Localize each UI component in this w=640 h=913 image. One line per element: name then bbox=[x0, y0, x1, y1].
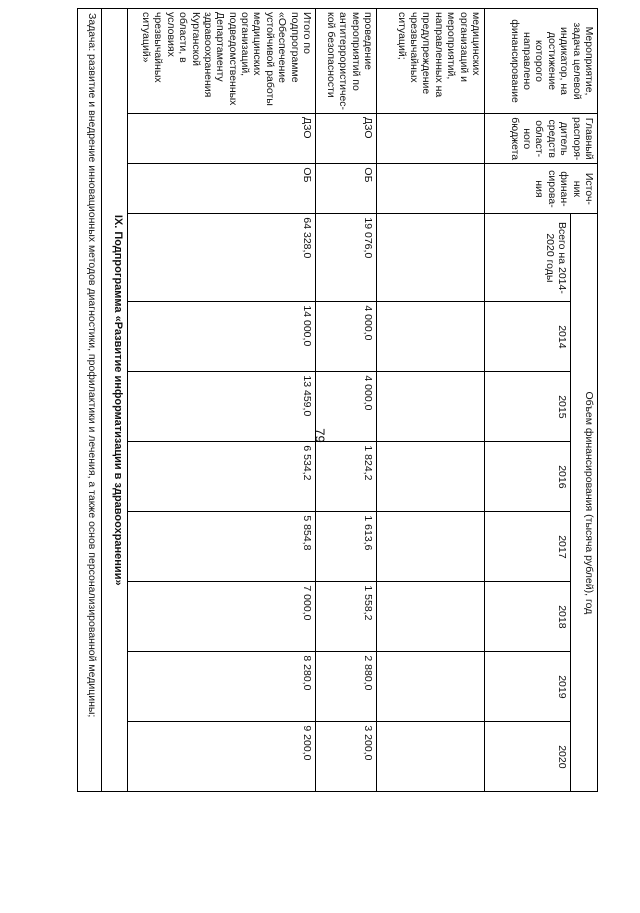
measure-cell: Итого по подпрограмме «Обеспечение устойчивой работы медицинских организаций, подведомственных Департаменту здравоохранения Курганской области, в условиях чрезвычайных ситуаций» bbox=[128, 9, 316, 114]
value-cell: 1 558,2 bbox=[316, 582, 377, 652]
value-cell: 8 280,0 bbox=[128, 652, 316, 722]
value-cell: 4 000,0 bbox=[316, 302, 377, 372]
value-cell bbox=[377, 512, 485, 582]
header-year: 2015 bbox=[485, 372, 571, 442]
value-cell: 7 000,0 bbox=[128, 582, 316, 652]
section-row bbox=[102, 9, 128, 792]
page-number: 79 bbox=[312, 428, 328, 443]
value-cell bbox=[377, 372, 485, 442]
header-volume: Объем финансирования (тысяча рублей), год bbox=[571, 214, 598, 792]
value-cell: 1 824,2 bbox=[316, 442, 377, 512]
value-cell: 2 880,0 bbox=[316, 652, 377, 722]
table-row bbox=[316, 9, 377, 792]
header-manager: Главный распоря-дитель средств област-ного бюджета bbox=[485, 114, 598, 164]
value-cell: 9 200,0 bbox=[128, 722, 316, 792]
financing-table bbox=[77, 8, 598, 792]
header-measure: Мероприятие, задача целевой индикатор, на достижение которого направлено финансирование bbox=[485, 9, 598, 114]
manager-cell bbox=[377, 114, 485, 164]
header-total: Всего на 2014-2020 годы bbox=[485, 214, 571, 302]
header-year: 2017 bbox=[485, 512, 571, 582]
header-year: 2020 bbox=[485, 722, 571, 792]
value-cell bbox=[377, 302, 485, 372]
value-cell: 4 000,0 bbox=[316, 372, 377, 442]
value-cell: 6 534,2 bbox=[128, 442, 316, 512]
value-cell bbox=[377, 442, 485, 512]
value-cell: 13 459,0 bbox=[128, 372, 316, 442]
header-year: 2018 bbox=[485, 582, 571, 652]
table-row bbox=[128, 9, 316, 792]
total-cell bbox=[377, 214, 485, 302]
header-source: Источ-ник финан-сирова-ния bbox=[485, 164, 598, 214]
header-year: 2014 bbox=[485, 302, 571, 372]
total-cell: 64 328,0 bbox=[128, 214, 316, 302]
header-year: 2019 bbox=[485, 652, 571, 722]
source-cell bbox=[377, 164, 485, 214]
task-row bbox=[78, 9, 102, 792]
value-cell: 3 200,0 bbox=[316, 722, 377, 792]
value-cell bbox=[377, 582, 485, 652]
value-cell bbox=[377, 722, 485, 792]
value-cell bbox=[377, 652, 485, 722]
manager-cell: ДЗО bbox=[128, 114, 316, 164]
source-cell: ОБ bbox=[316, 164, 377, 214]
value-cell: 14 000,0 bbox=[128, 302, 316, 372]
measure-cell: медицинских организаций и мероприятий, направленных на предупреждение чрезвычайных ситуаций; bbox=[377, 9, 485, 114]
value-cell: 1 613,6 bbox=[316, 512, 377, 582]
header-year: 2016 bbox=[485, 442, 571, 512]
measure-cell: проведение мероприятий по антитеррористичес-кой безопасности bbox=[316, 9, 377, 114]
source-cell: ОБ bbox=[128, 164, 316, 214]
task-text: Задача: развитие и внедрение инновационных методов диагностики, профилактики и лечения, а также основ персонализированной медицины; bbox=[78, 9, 102, 792]
manager-cell: ДЗО bbox=[316, 114, 377, 164]
total-cell: 19 076,0 bbox=[316, 214, 377, 302]
section-title: IX. Подпрограмма «Развитие информатизации в здравоохранении» bbox=[102, 9, 128, 792]
value-cell: 5 854,8 bbox=[128, 512, 316, 582]
rotated-page bbox=[0, 8, 598, 913]
table-row bbox=[377, 9, 485, 792]
